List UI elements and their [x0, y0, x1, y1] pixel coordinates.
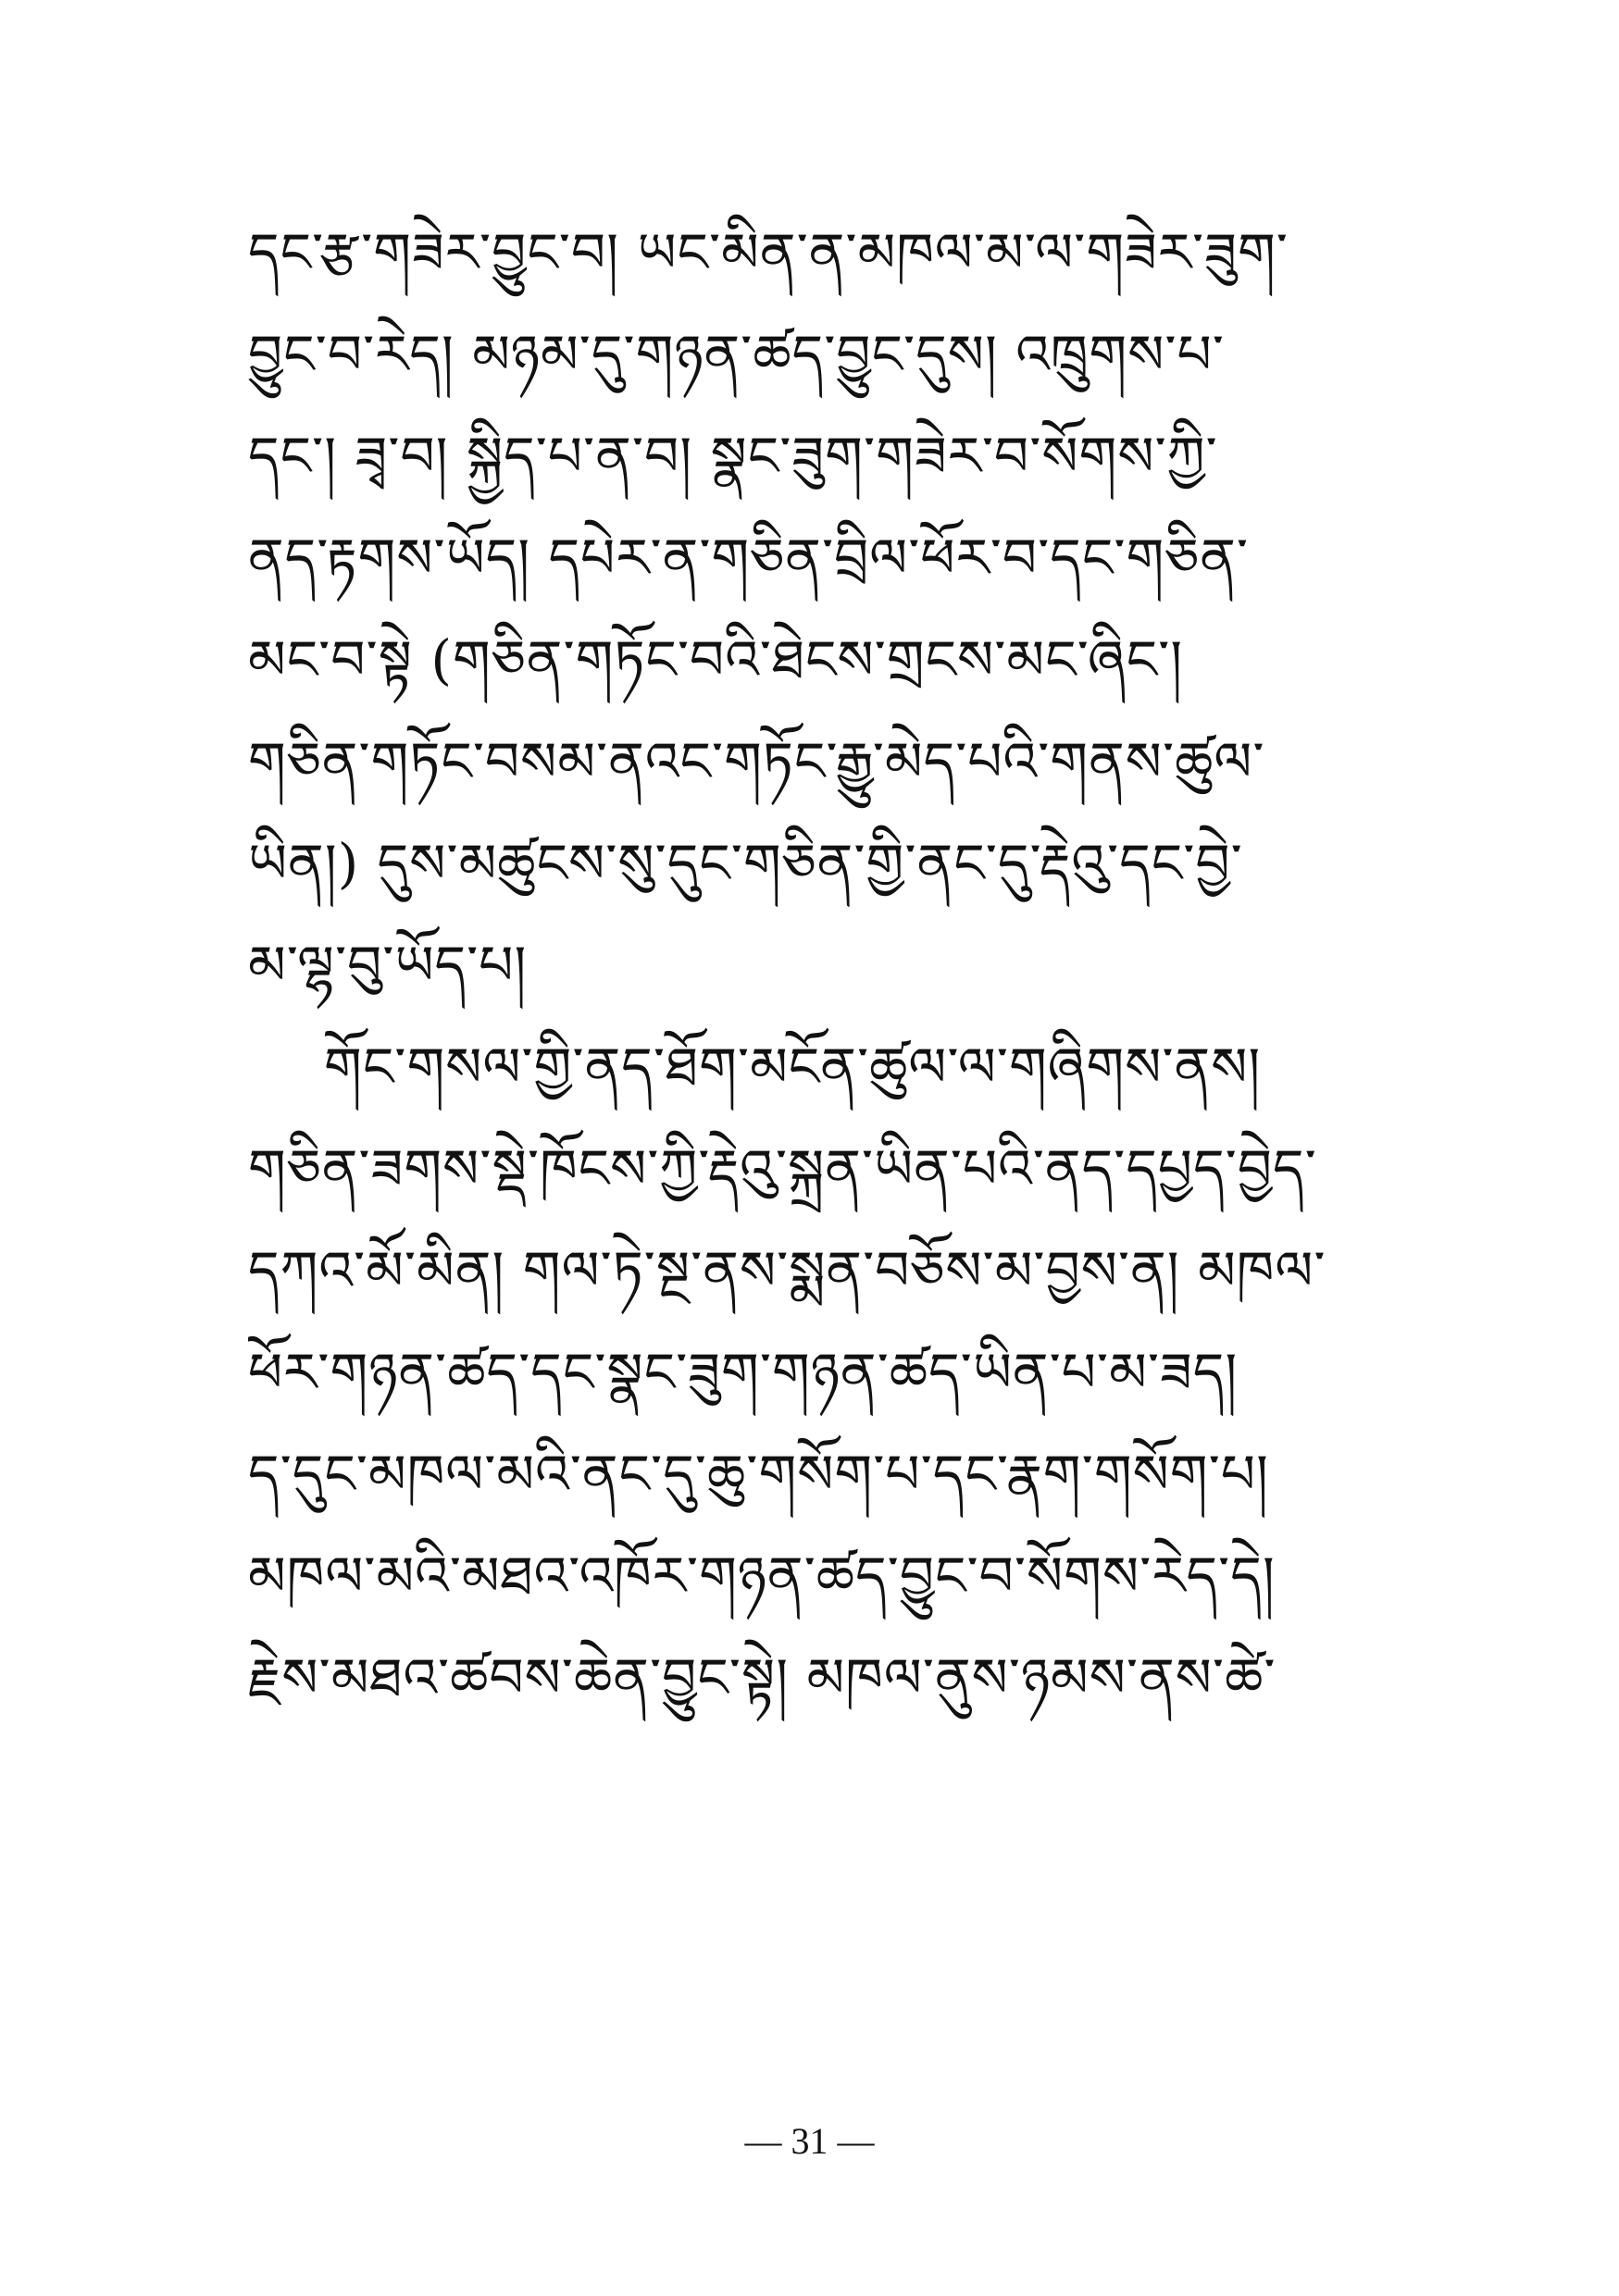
text-line: ཕོར་གཉན་ཚད་དང་སྣང་ཟུག་གཉན་ཚད་ཡིན་པ་མ་ཟད།: [248, 1341, 1239, 1404]
text-line: དང་། ཟྭ་བ། སྐྱིད་པ་ན་བ། སྣང་ཟུག་གཟེར་བ་སོགས་ཀྱི་: [248, 425, 1218, 488]
text-line: དང་རྩ་གཟེར་བྱུང་བ། ཡང་མིན་ན་མཁལ་མ་ལ་གཟེར་ཟུག་: [248, 221, 1289, 284]
page-number: — 31 —: [744, 2120, 875, 2162]
text-line: ཡིན།) དུས་མཚུངས་སུ་དུང་གཅིན་གྱི་ནང་དུ་རྡེའུ་དང་བྱེ་: [248, 832, 1243, 895]
paragraph-start-line: གོང་གསལ་གྱི་ནད་ཐོག་མངོན་ཚུལ་ལ་གཞིགས་ནས།: [324, 1036, 1262, 1098]
text-line: གཅིན་གཏོང་བསམ་ནའང་གཏོང་རྒྱུ་མེད་པའི་གནས་ཚུལ་: [248, 730, 1265, 793]
text-line: ནད་རྟགས་ཡོད། དཔེར་ན་གཅིན་བྲིལ་ཕོར་བ་དང་གཅིན་: [248, 527, 1250, 590]
text-line: དཀའ་མོ་མིན། གལ་ཏེ་སྔ་ནས་སྨན་བཅོས་མ་བྱས་ན། མཁལ་: [248, 1239, 1326, 1302]
body-text: [248, 202, 1387, 1729]
text-line: བྱུང་བ་རེད། མཉམ་དུ་གཉན་ཚད་བྱུང་དུས། འཁྲུགས་པ་: [248, 323, 1225, 386]
text-line: གཅིན་ཟགས་སྡེ་ཁོངས་ཀྱི་རྡེའུ་སྐྲན་ཡིན་པའི་ནད་དཔྱད་བྱེད་: [248, 1137, 1317, 1200]
text-line: མ་ལྷ་བུ་ཡོད་པ།: [248, 934, 528, 997]
text-line: མཁལ་མའི་མཐའ་འཁོར་གཉན་ཚད་བྱུང་བ་སོགས་རེད་དེ།: [248, 1545, 1276, 1607]
text-line: རྗེས་མཐའ་ཚབས་ཆེན་བྱུང་སྟེ། མཁལ་ནུས་ཉམས་ནས་ཚེ་: [248, 1646, 1277, 1709]
text-line: མང་བ་སྟེ (གཅིན་གཏོང་བའི་ཐེངས་གྲངས་མང་ཞིང་།: [248, 628, 1184, 691]
text-line: ད་དུང་མཁལ་མའི་ནང་དུ་ཆུ་གསོག་པ་དང་རྣག་གསོག་པ།: [248, 1443, 1269, 1506]
